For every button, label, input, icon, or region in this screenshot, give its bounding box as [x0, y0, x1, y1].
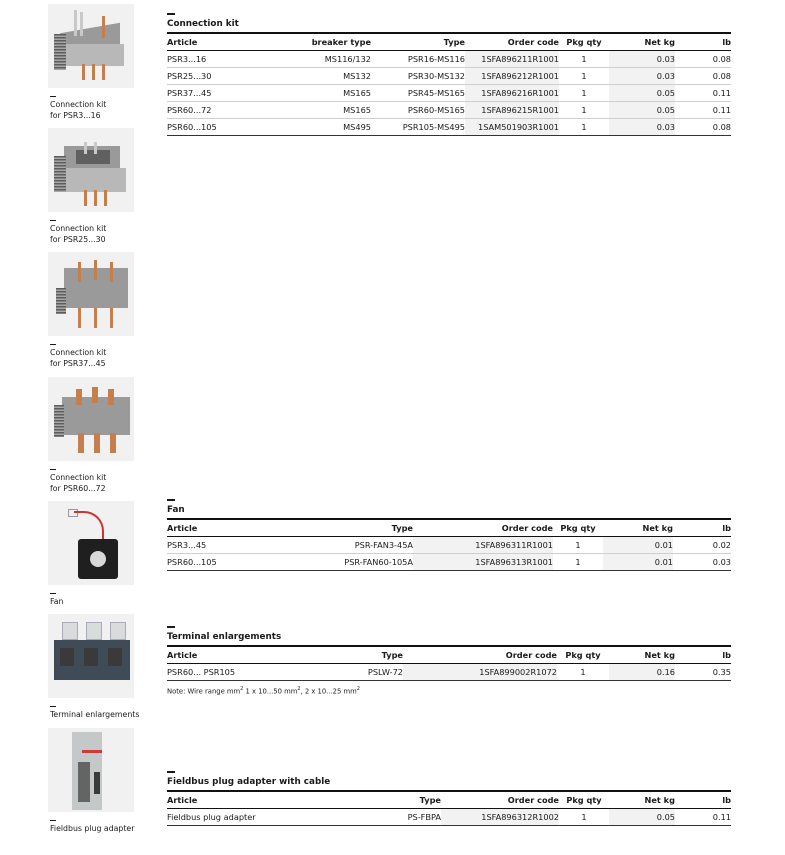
table-row: [167, 808, 731, 825]
cell-order-code: 1SFA896311R1001: [413, 536, 553, 553]
header-pkg-qty: Pkg qty: [559, 791, 609, 809]
cell-lb: 0.08: [675, 67, 731, 84]
cell-order-code: 1SFA899002R1072: [403, 663, 557, 680]
table-row: [167, 118, 731, 135]
cell-order-code: 1SAM501903R1001: [465, 118, 559, 135]
cell-pkg-qty: 1: [559, 808, 609, 825]
cell-net-kg: 0.05: [609, 101, 675, 118]
header-pkg-qty: Pkg qty: [557, 646, 609, 664]
caption-line1: Connection kit: [50, 224, 107, 234]
header-lb: lb: [675, 646, 731, 664]
product-connection-kit-psr37-45: [48, 252, 158, 369]
caption-dash: [50, 469, 56, 470]
cell-pkg-qty: 1: [559, 118, 609, 135]
cell-type: PSR60-MS165: [371, 101, 465, 118]
header-order-code: Order code: [465, 33, 559, 51]
product-fan: [48, 501, 158, 607]
cell-pkg-qty: 1: [559, 84, 609, 101]
section-fan: [167, 499, 731, 571]
cell-net-kg: 0.05: [609, 808, 675, 825]
cell-net-kg: 0.03: [609, 67, 675, 84]
cell-order-code: 1SFA896212R1001: [465, 67, 559, 84]
cell-net-kg: 0.16: [609, 663, 675, 680]
header-article: Article: [167, 791, 307, 809]
header-lb: lb: [675, 791, 731, 809]
cell-breaker-type: MS132: [259, 67, 371, 84]
caption-dash: [50, 344, 56, 345]
cell-lb: 0.11: [675, 101, 731, 118]
caption-line1: Connection kit: [50, 473, 107, 483]
section-dash: [167, 499, 175, 501]
product-caption: [50, 823, 158, 834]
cell-article: PSR60...105: [167, 118, 259, 135]
cell-order-code: 1SFA896313R1001: [413, 553, 553, 570]
product-connection-kit-psr25-30: [48, 128, 158, 245]
product-caption: [50, 347, 158, 369]
cell-breaker-type: MS495: [259, 118, 371, 135]
caption-line2: for PSR37...45: [50, 359, 106, 369]
caption-dash: [50, 96, 56, 97]
table-row: [167, 536, 731, 553]
product-caption: [50, 472, 158, 494]
cell-type: PSR30-MS132: [371, 67, 465, 84]
cell-article: PSR60...105: [167, 553, 267, 570]
header-pkg-qty: Pkg qty: [553, 519, 603, 537]
section-fieldbus-plug-adapter: [167, 771, 731, 826]
cell-net-kg: 0.01: [603, 553, 673, 570]
cell-article: PSR37...45: [167, 84, 259, 101]
cell-pkg-qty: 1: [553, 536, 603, 553]
cell-pkg-qty: 1: [559, 101, 609, 118]
cell-lb: 0.11: [675, 808, 731, 825]
section-title: Fan: [167, 504, 185, 515]
cell-order-code: 1SFA896215R1001: [465, 101, 559, 118]
wire-range-note: Note: Wire range $mm^2$ 1 x 10...50 $mm^2$, 2 x 10...25 $mm^2$: [167, 685, 360, 695]
header-type: Type: [307, 791, 441, 809]
cell-order-code: 1SFA896211R1001: [465, 50, 559, 67]
cell-lb: 0.08: [675, 50, 731, 67]
header-article: Article: [167, 646, 287, 664]
table-row: [167, 663, 731, 680]
table-header-row: [167, 791, 731, 809]
header-net-kg: Net kg: [609, 33, 675, 51]
section-title: Fieldbus plug adapter with cable: [167, 776, 331, 787]
cell-article: PSR60... PSR105: [167, 663, 287, 680]
cell-type: PSR-FAN60-105A: [267, 553, 413, 570]
table-row: [167, 84, 731, 101]
cell-type: PSR105-MS495: [371, 118, 465, 135]
cell-article: PSR60...72: [167, 101, 259, 118]
caption-line1: Connection kit: [50, 348, 107, 358]
section-dash: [167, 13, 175, 15]
product-caption: [50, 596, 158, 607]
connection-kit-psr60-72-image: [48, 377, 134, 461]
cell-article: PSR3...16: [167, 50, 259, 67]
product-terminal-enlargements: [48, 614, 158, 720]
header-order-code: Order code: [413, 519, 553, 537]
cell-article: Fieldbus plug adapter: [167, 808, 307, 825]
caption-dash: [50, 220, 56, 221]
table-header-row: [167, 646, 731, 664]
cell-pkg-qty: 1: [559, 67, 609, 84]
fieldbus-plug-adapter-image: [48, 728, 134, 812]
header-type: Type: [267, 519, 413, 537]
header-breaker-type: breaker type: [259, 33, 371, 51]
caption-line2: for PSR60...72: [50, 484, 106, 494]
header-lb: lb: [675, 33, 731, 51]
header-net-kg: Net kg: [609, 791, 675, 809]
cell-article: PSR3...45: [167, 536, 267, 553]
table-row: [167, 553, 731, 570]
connection-kit-psr37-45-image: [48, 252, 134, 336]
table-header-row: [167, 519, 731, 537]
terminal-enlargements-image: [48, 614, 134, 698]
cell-lb: 0.03: [673, 553, 731, 570]
caption-dash: [50, 593, 56, 594]
connection-kit-psr25-30-image: [48, 128, 134, 212]
product-caption: [50, 223, 158, 245]
caption-dash: [50, 706, 56, 707]
header-article: Article: [167, 33, 259, 51]
header-lb: lb: [673, 519, 731, 537]
section-terminal-enlargements: [167, 626, 731, 695]
fan-table: [167, 518, 731, 571]
header-type: Type: [371, 33, 465, 51]
header-net-kg: Net kg: [603, 519, 673, 537]
header-article: Article: [167, 519, 267, 537]
cell-pkg-qty: 1: [559, 50, 609, 67]
section-title: Connection kit: [167, 18, 239, 29]
connection-kit-table: [167, 32, 731, 136]
product-connection-kit-psr3-16: [48, 4, 158, 121]
section-dash: [167, 626, 175, 628]
cell-order-code: 1SFA896216R1001: [465, 84, 559, 101]
cell-type: PSR-FAN3-45A: [267, 536, 413, 553]
cell-breaker-type: MS165: [259, 101, 371, 118]
terminal-enlargements-table: [167, 645, 731, 681]
cell-lb: 0.02: [673, 536, 731, 553]
table-header-row: [167, 33, 731, 51]
cell-type: PSR45-MS165: [371, 84, 465, 101]
cell-net-kg: 0.05: [609, 84, 675, 101]
cell-order-code: 1SFA896312R1002: [441, 808, 559, 825]
cell-breaker-type: MS116/132: [259, 50, 371, 67]
header-order-code: Order code: [403, 646, 557, 664]
fan-image: [48, 501, 134, 585]
caption-line1: Fieldbus plug adapter: [50, 824, 135, 834]
section-title: Terminal enlargements: [167, 631, 282, 642]
cell-lb: 0.11: [675, 84, 731, 101]
cell-pkg-qty: 1: [557, 663, 609, 680]
caption-line1: Terminal enlargements: [50, 710, 140, 720]
table-row: [167, 50, 731, 67]
section-dash: [167, 771, 175, 773]
header-pkg-qty: Pkg qty: [559, 33, 609, 51]
cell-net-kg: 0.03: [609, 118, 675, 135]
cell-type: PSR16-MS116: [371, 50, 465, 67]
cell-pkg-qty: 1: [553, 553, 603, 570]
caption-line1: Fan: [50, 597, 64, 607]
table-row: [167, 101, 731, 118]
header-type: Type: [287, 646, 403, 664]
product-fieldbus-plug-adapter: [48, 728, 158, 834]
caption-line2: for PSR25...30: [50, 235, 106, 245]
caption-dash: [50, 820, 56, 821]
caption-line1: Connection kit: [50, 100, 107, 110]
cell-net-kg: 0.03: [609, 50, 675, 67]
cell-type: PS-FBPA: [307, 808, 441, 825]
section-connection-kit: [167, 13, 731, 136]
cell-breaker-type: MS165: [259, 84, 371, 101]
connection-kit-psr3-16-image: [48, 4, 134, 88]
cell-lb: 0.35: [675, 663, 731, 680]
product-caption: [50, 709, 158, 720]
table-row: [167, 67, 731, 84]
cell-net-kg: 0.01: [603, 536, 673, 553]
product-connection-kit-psr60-72: [48, 377, 158, 494]
cell-lb: 0.08: [675, 118, 731, 135]
header-net-kg: Net kg: [609, 646, 675, 664]
cell-type: PSLW-72: [287, 663, 403, 680]
header-order-code: Order code: [441, 791, 559, 809]
fieldbus-table: [167, 790, 731, 826]
cell-article: PSR25...30: [167, 67, 259, 84]
caption-line2: for PSR3...16: [50, 111, 101, 121]
product-caption: [50, 99, 158, 121]
